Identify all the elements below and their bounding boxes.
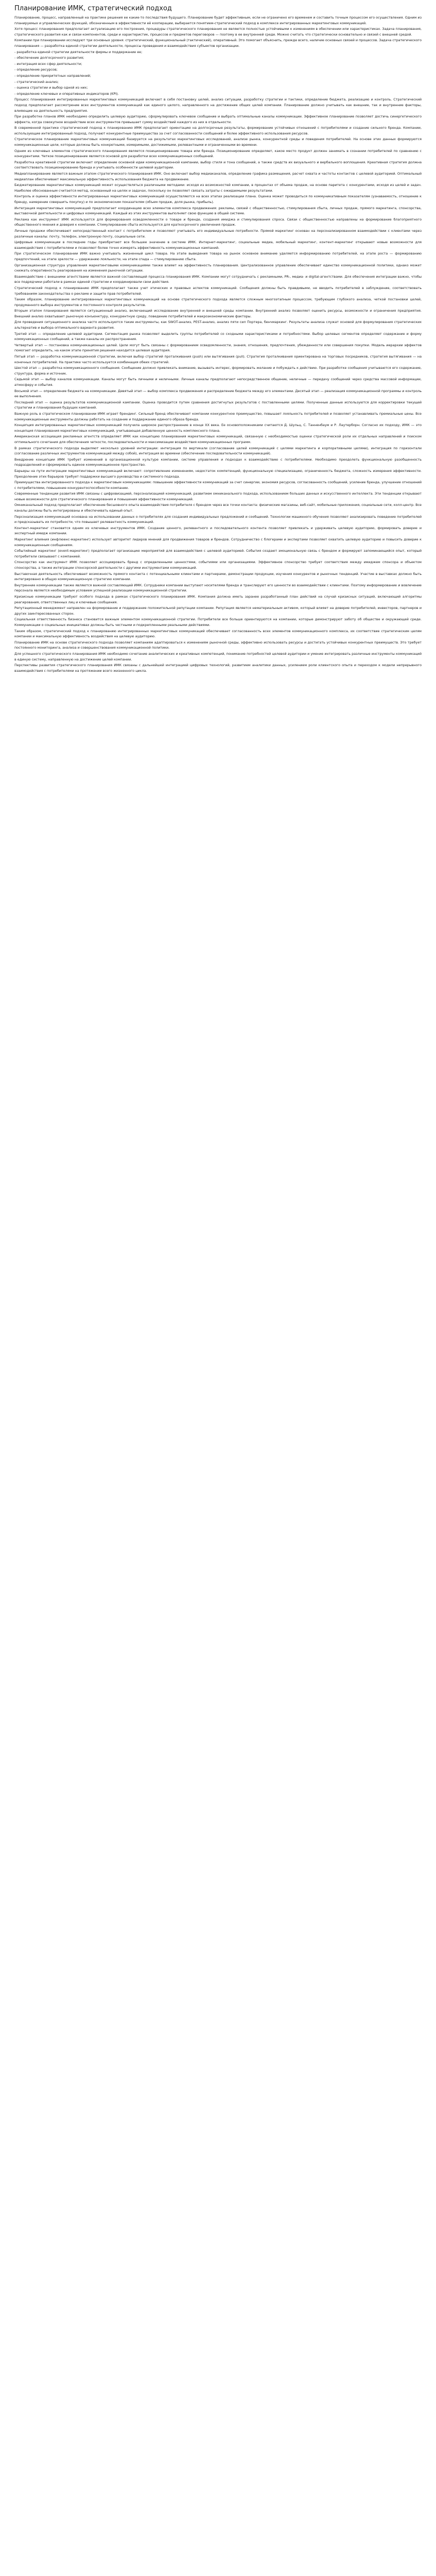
paragraph: Реклама как инструмент ИМК используется для формирования осведомленности о товаре и бренде, создания имиджа и стимулирования спроса. Связи с общественностью направлены на формирование благоприятного общественного мнения и доверия к компании. Стимулирование сбыта используется для краткосрочного увеличения продаж. <box>14 217 422 227</box>
paragraph: - определение ключевых и оперативных индикаторов (KPI). <box>14 91 119 96</box>
paragraph: Стратегический подход к планированию ИМК предполагает также учет этических и правовых аспектов коммуникаций. Сообщения должны быть правдивыми, не вводить потребителей в заблуждение, соответствовать требованиям законодательства о рекламе и защите прав потребителей. <box>14 285 422 296</box>
paragraph: Репутационный менеджмент направлен на формирование и поддержание положительной репутации компании. Репутация является нематериальным активом, который влияет на доверие потребителей, инвесторов, партнеров и других заинтересованных сторон. <box>14 606 422 616</box>
paragraph: Социальная ответственность бизнеса становится важным элементом коммуникационной стратегии. Потребители все больше ориентируются на компании, которые демонстрируют заботу об обществе и окружающей среде. Коммуникации о социальных инициативах должны быть честными и подкрепленными реальными действиями. <box>14 617 422 627</box>
paragraph: Событийный маркетинг (event-маркетинг) предполагает организацию мероприятий для взаимодействия с целевой аудиторией. События создают эмоциональную связь с брендом и формируют запоминающийся опыт, который потребители связывают с компанией. <box>14 549 422 558</box>
paragraph: Омниканальный подход предполагает обеспечение бесшовного опыта взаимодействия потребителя с брендом через все точки контакта: физические магазины, веб-сайт, мобильные приложения, социальные сети, колл-центр. Все каналы должны быть интегрированы и обеспечивать единый опыт. <box>14 503 422 513</box>
paragraph: Процесс планирования интегрированных маркетинговых коммуникаций включает в себя постановку целей, анализ ситуации, разработку стратегии и тактики, определение бюджета, реализацию и контроль. Стратегический подход предполагает рассмотрение всех инструментов коммуникаций как единого целого, направленного на достижение общих целей компании. Планирование должно учитывать как внешние, так и внутренние факторы, влияющие на деятельность предприятия. <box>14 97 422 113</box>
paragraph: Шестой этап — разработка коммуникационного сообщения. Сообщение должно привлекать внимание, вызывать интерес, формировать желание и побуждать к действию. При разработке сообщения учитываются его содержание, структура, форма и источник. <box>14 366 422 376</box>
paragraph: Личные продажи обеспечивают непосредственный контакт с потребителем и позволяют учитывать его индивидуальные потребности. Прямой маркетинг основан на персонализированном взаимодействии с клиентами через различные каналы: почту, телефон, электронную почту, социальные сети. <box>14 228 422 239</box>
paragraph: Концепция интегрированных маркетинговых коммуникаций получила широкое распространение в конце XX века. Ее основоположниками считаются Д. Шульц, С. Танненбаум и Р. Лаутерборн. Согласно их подходу, ИМК — это концепция планирования маркетинговых коммуникаций, учитывающая добавленную ценность комплексного плана. <box>14 423 422 433</box>
paragraph: Планирование, процесс, направленный на практике решения ее какие-то последствия будущего. Планирование будет эффективным, если не ограничено его временем и составить точным процессом его осуществления. Одним из планируемых и управленческих функций, обозначенным в эффективности её кооперации, выбирается понятием-стратегический подход в комплексе интегрированных маркетинговых коммуникаций. <box>14 15 422 25</box>
paragraph: Барьеры на пути интеграции маркетинговых коммуникаций включают: сопротивление изменениям, недостаток компетенций, функциональную специализацию, ограниченность бюджета, сложность измерения эффективности. Преодоление этих барьеров требует поддержки высшего руководства и системного подхода. <box>14 468 422 479</box>
paragraph: Восьмой этап — определение бюджета на коммуникации. Девятый этап — выбор комплекса продвижения и распределение бюджета между его элементами. Десятый этап — реализация коммуникационной программы и контроль ее выполнения. <box>14 388 422 399</box>
document <box>7 0 429 679</box>
paragraph: Бюджетирование маркетинговых коммуникаций может осуществляться различными методами: исходя из возможностей компании, в процентах от объема продаж, на основе паритета с конкурентами, исходя из целей и задач. Наиболее обоснованным считается метод, основанный на целях и задачах, поскольку он позволяет связать затраты с ожидаемыми результатами. <box>14 183 422 193</box>
paragraph: Современные тенденции развития ИМК связаны с цифровизацией, персонализацией коммуникаций, развитием омниканального подхода, использованием больших данных и искусственного интеллекта. Эти тенденции открывают новые возможности для стратегического планирования и повышения эффективности коммуникаций. <box>14 492 422 501</box>
paragraph: Внутренние коммуникации также являются важной составляющей ИМК. Сотрудники компании выступают носителями бренда и транслируют его ценности во взаимодействии с клиентами. Поэтому информирование и вовлечение персонала является необходимым условием успешной реализации коммуникационной стратегии. <box>14 583 422 593</box>
paragraph: Спонсорство как инструмент ИМК позволяет ассоциировать бренд с определенными ценностями, событиями или организациями. Эффективное спонсорство требует соответствия между имиджем спонсора и объектом спонсорства, а также интеграции спонсорской деятельности с другими инструментами коммуникаций. <box>14 560 422 570</box>
paragraph: Важную роль в стратегическом планировании ИМК играет брендинг. Сильный бренд обеспечивает компании конкурентное преимущество, повышает лояльность потребителей и позволяет устанавливать премиальные цены. Все коммуникационные инструменты должны работать на создание и поддержание единого образа бренда. <box>14 411 422 421</box>
paragraph: Перспективы развития стратегического планирования ИМК связаны с дальнейшей интеграцией цифровых технологий, развитием аналитики данных, усилением роли клиентского опыта и переходом к модели непрерывного взаимодействия с потребителями на протяжении всего жизненного цикла. <box>14 663 422 673</box>
paragraph: Пятый этап — разработка коммуникационной стратегии, включая выбор стратегий проталкивания (push) или вытягивания (pull). Стратегия проталкивания ориентирована на торговых посредников, стратегия вытягивания — на конечных потребителей. На практике часто используется комбинация обеих стратегий. <box>14 354 422 364</box>
paragraph: - разработка единой стратегии деятельности фирмы и поддержание ее; <box>14 49 143 54</box>
paragraph: В современной практике стратегический подход к планированию ИМК предполагает ориентацию на долгосрочные результаты, формирование устойчивых отношений с потребителями и создание сильного бренда. Компании, использующие интегрированный подход, получают конкурентные преимущества за счет согласованности сообщений и более эффективного использования ресурсов. <box>14 126 422 135</box>
paragraph: Компании при планировании исследуют три основных уровня: стратегический, функциональный (тактический), оперативный. Это помогает объяснить, прежде всего, наличие основных связей и процессов. Задача стратегического планирования — разработка единой стратегии деятельности, процессы проведения и взаимодействия субъектов организации. <box>14 38 422 48</box>
paragraph: - определение ресурсов; <box>14 67 58 72</box>
paragraph: Стратегическое планирование маркетинговых коммуникаций базируется на результатах маркетинговых исследований, анализе рынка, конкурентной среды и поведения потребителей. На основе этих данных формируются коммуникационные цели, которые должны быть конкретными, измеримыми, достижимыми, релевантными и ограниченными во времени. <box>14 137 422 147</box>
paragraph: - определение приоритетных направлений; <box>14 73 91 78</box>
paragraph: Американская ассоциация рекламных агентств определяет ИМК как концепцию планирования маркетинговых коммуникаций, связанную с необходимостью оценки стратегической роли их отдельных направлений и поиском оптимального сочетания для обеспечения четкости, последовательности и максимизации воздействия коммуникационных программ. <box>14 434 422 444</box>
paragraph: Медиапланирование является важным этапом стратегического планирования ИМК. Оно включает выбор медиаканалов, определение графика размещения, расчет охвата и частоты контактов с целевой аудиторией. Оптимальный медиаплан обеспечивает максимальную эффективность использования бюджета на продвижение. <box>14 172 422 181</box>
paragraph: Взаимодействие с внешними агентствами является важной составляющей процесса планирования ИМК. Компании могут сотрудничать с рекламными, PR-, медиа- и digital-агентствами. Для обеспечения интеграции важно, чтобы все подрядчики работали в рамках единой стратегии и координировали свои действия. <box>14 274 422 284</box>
document-body <box>14 15 422 673</box>
paragraph: - оценка стратегии и выбор одной из них; <box>14 86 88 90</box>
paragraph: При стратегическом планировании ИМК важно учитывать жизненный цикл товара. На этапе выведения товара на рынок основное внимание уделяется информированию потребителей, на этапе роста — формированию предпочтений, на этапе зрелости — удержанию лояльности, на этапе спада — стимулированию сбыта. <box>14 251 422 261</box>
paragraph: Внедрение концепции ИМК требует изменений в организационной культуре компании, системе управления и подходах к взаимодействию с потребителями. Необходимо преодолеть функциональную разобщенность подразделений и сформировать единое коммуникационное пространство. <box>14 457 422 467</box>
paragraph: - обеспечение долгосрочного развития; <box>14 56 84 60</box>
paragraph: - стратегический анализ; <box>14 79 59 84</box>
page-title: Планирование ИМК, стратегический подход <box>14 5 172 12</box>
paragraph: Таким образом, стратегический подход к планированию интегрированных маркетинговых коммуникаций обеспечивает согласованность всех элементов коммуникационного комплекса, их соответствие стратегическим целям компании и максимальную эффективность воздействия на целевую аудиторию. <box>14 629 422 639</box>
paragraph: Контроль и оценка эффективности интегрированных маркетинговых коммуникаций осуществляются на всех этапах реализации плана. Оценка может проводиться по коммуникативным показателям (узнаваемость, отношение к бренду, намерение совершить покупку) и по экономическим показателям (объем продаж, доля рынка, прибыль). <box>14 194 422 204</box>
paragraph: - интеграция всех сфер деятельности; <box>14 61 82 66</box>
paragraph: Хотя процесс планирования предполагает актуализацию его построения, процедуры стратегического планирования не являются полностью устойчивыми к изменениям в обеспечении или характеристиках. Задача планирования, стратегического развития как и связи компонентов, среди и характеристик, процессов и предметов переговоров — поэтому в ее внутренней среде. Можно считать что стратегически основательно и связей с внешней средой. <box>14 27 422 37</box>
paragraph: Преимущества интегрированного подхода к маркетинговым коммуникациям: повышение эффективности коммуникаций за счет синергии, экономия ресурсов, согласованность сообщений, усиление бренда, улучшение отношений с потребителями, повышение конкурентоспособности компании. <box>14 480 422 490</box>
paragraph: Вторым этапом планирования является ситуационный анализ, включающий исследование внутренней и внешней среды компании. Внутренний анализ позволяет оценить ресурсы, возможности и ограничения предприятия. Внешний анализ охватывает рыночную конъюнктуру, конкурентную среду, поведение потребителей и макроэкономические факторы. <box>14 309 422 318</box>
paragraph: Персонализация коммуникаций основана на использовании данных о потребителях для создания индивидуальных предложений и сообщений. Технологии машинного обучения позволяют анализировать поведение потребителей и предсказывать их потребности, что повышает релевантность коммуникаций. <box>14 514 422 524</box>
paragraph: Планирование ИМК на основе стратегического подхода позволяет компаниям адаптироваться к изменениям рыночной среды, эффективно использовать ресурсы и достигать устойчивых конкурентных преимуществ. Это требует постоянного мониторинга, анализа и совершенствования коммуникационной политики. <box>14 640 422 650</box>
paragraph: Для успешного стратегического планирования ИМК необходимо сочетание аналитических и креативных компетенций, понимание потребностей целевой аудитории и умение интегрировать различные инструменты коммуникаций в единую систему, направленную на достижение целей компании. <box>14 651 422 662</box>
paragraph: Седьмой этап — выбор каналов коммуникации. Каналы могут быть личными и неличными. Личные каналы предполагают непосредственное общение, неличные — передачу сообщений через средства массовой информации, атмосферу и события. <box>14 377 422 387</box>
paragraph: При разработке планов ИМК необходимо определить целевую аудиторию, сформулировать ключевое сообщение и выбрать оптимальные каналы коммуникации. Эффективное планирование позволяет достичь синергетического эффекта, когда совокупное воздействие всех инструментов превышает сумму воздействий каждого из них в отдельности. <box>14 114 422 124</box>
paragraph: Организационная структура управления маркетинговыми коммуникациями также влияет на эффективность планирования. Централизованное управление обеспечивает единство коммуникационной политики, однако может снижать оперативность реагирования на изменения рыночной ситуации. <box>14 263 422 273</box>
paragraph: Контент-маркетинг становится одним из ключевых инструментов ИМК. Создание ценного, релевантного и последовательного контента позволяет привлекать и удерживать целевую аудиторию, формировать доверие и экспертный имидж компании. <box>14 526 422 536</box>
paragraph: Кризисные коммуникации требуют особого подхода в рамках стратегического планирования ИМК. Компания должна иметь заранее разработанный план действий на случай кризисных ситуаций, включающий алгоритмы реагирования, ответственных лиц и ключевые сообщения. <box>14 594 422 604</box>
paragraph: Выставочная деятельность обеспечивает возможность прямого контакта с потенциальными клиентами и партнерами, демонстрации продукции, изучения конкурентов и рыночных тенденций. Участие в выставках должно быть интегрировано в общую коммуникационную стратегию компании. <box>14 571 422 582</box>
paragraph: Разработка креативной стратегии включает определение основной идеи коммуникационной кампании, выбор стиля и тона сообщений, а также средств их визуального и вербального воплощения. Креативная стратегия должна соответствовать позиционированию бренда и учитывать особенности целевой аудитории. <box>14 160 422 170</box>
paragraph: Одним из ключевых элементов стратегического планирования является позиционирование товара или бренда. Позиционирование определяет, какое место продукт должен занимать в сознании потребителей по сравнению с конкурентами. Четкое позиционирование является основой для разработки всех коммуникационных сообщений. <box>14 148 422 159</box>
paragraph: Маркетинг влияния (инфлюенс-маркетинг) использует авторитет лидеров мнений для продвижения товаров и брендов. Сотрудничество с блогерами и экспертами позволяет охватить целевую аудиторию и повысить доверие к коммуникационным сообщениям. <box>14 537 422 547</box>
paragraph: Третий этап — определение целевой аудитории. Сегментация рынка позволяет выделить группы потребителей со сходными характеристиками и потребностями. Выбор целевых сегментов определяет содержание и форму коммуникационных сообщений, а также каналы их распространения. <box>14 331 422 342</box>
paragraph: Таким образом, планирование интегрированных маркетинговых коммуникаций на основе стратегического подхода является сложным многоэтапным процессом, требующим глубокого анализа, четкой постановки целей, продуманного выбора инструментов и постоянного контроля результатов. <box>14 297 422 307</box>
paragraph: Цифровые коммуникации в последние годы приобретают все большее значение в системе ИМК. Интернет-маркетинг, социальные медиа, мобильный маркетинг, контент-маркетинг открывают новые возможности для взаимодействия с потребителями и позволяют более точно измерять эффективность коммуникационных кампаний. <box>14 240 422 250</box>
paragraph: Последний этап — оценка результатов коммуникационной кампании. Оценка проводится путем сравнения достигнутых результатов с поставленными целями. Полученные данные используются для корректировки текущей стратегии и планирования будущих кампаний. <box>14 400 422 410</box>
paragraph: Интеграция маркетинговых коммуникаций предполагает координацию всех элементов комплекса продвижения: рекламы, связей с общественностью, стимулирования сбыта, личных продаж, прямого маркетинга, спонсорства, выставочной деятельности и цифровых коммуникаций. Каждый из этих инструментов выполняет свою функцию в общей системе. <box>14 206 422 216</box>
paragraph: В рамках стратегического подхода выделяют несколько уровней интеграции: интеграция по вертикали (согласование целей коммуникаций с целями маркетинга и корпоративными целями), интеграция по горизонтали (согласование различных инструментов коммуникаций между собой), интеграция во времени (обеспечение последовательности коммуникаций). <box>14 446 422 456</box>
paragraph: Четвертый этап — постановка коммуникационных целей. Цели могут быть связаны с формированием осведомленности, знания, отношения, предпочтения, убежденности или совершения покупки. Модель иерархии эффектов помогает определить, на каком этапе принятия решения находится целевая аудитория. <box>14 343 422 353</box>
paragraph: Для проведения ситуационного анализа часто используются такие инструменты, как SWOT-анализ, PEST-анализ, анализ пяти сил Портера, бенчмаркинг. Результаты анализа служат основой для формулирования стратегических альтернатив и выбора оптимального варианта развития. <box>14 320 422 330</box>
